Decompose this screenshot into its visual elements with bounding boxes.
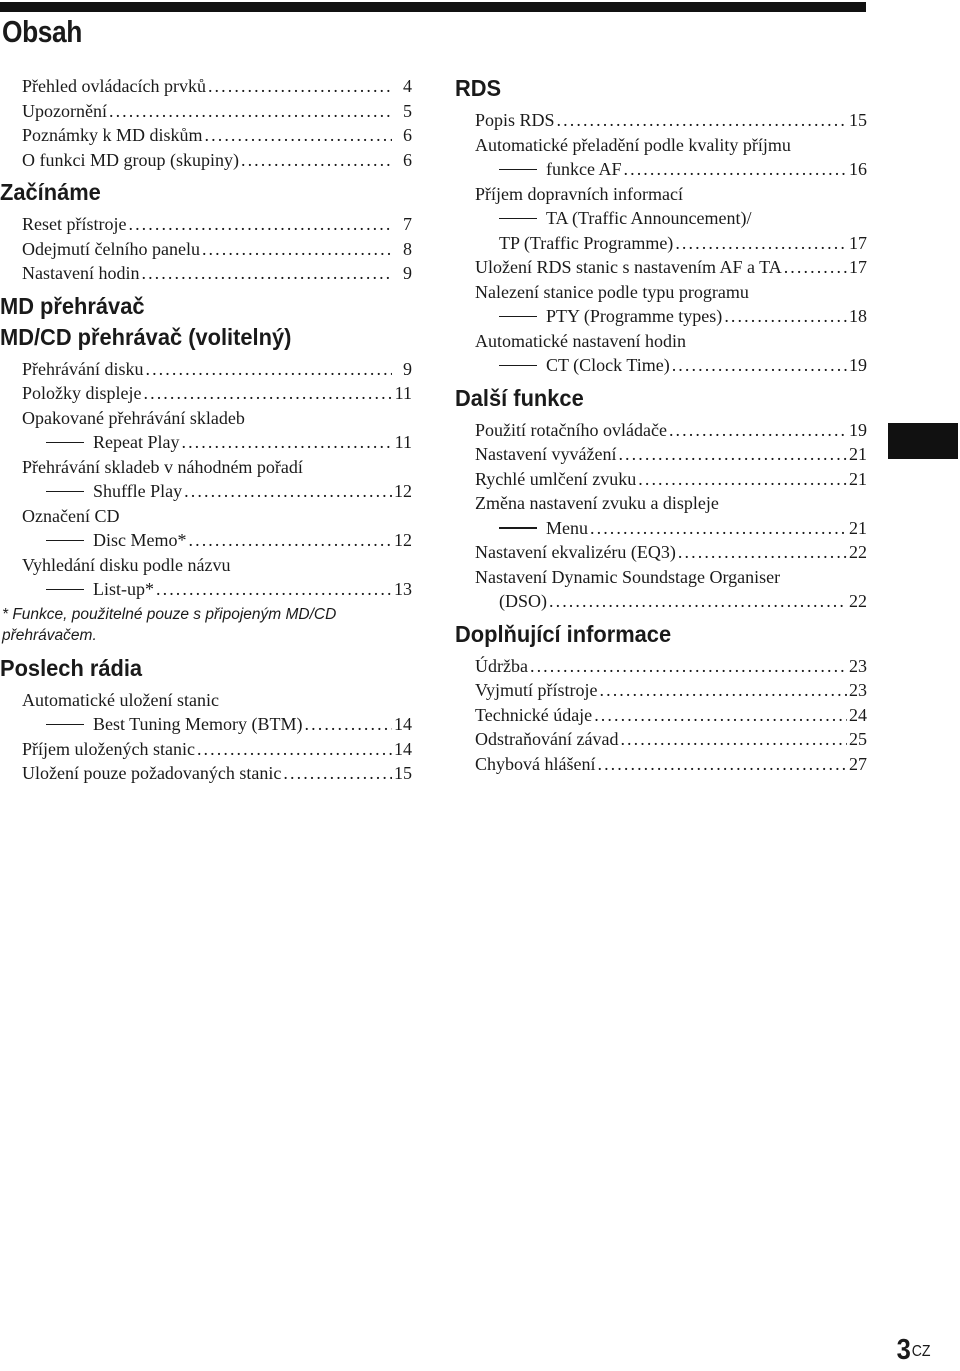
page-number-value: 3 (896, 1334, 911, 1366)
toc-entry-text: Nastavení Dynamic Soundstage Organiser (475, 566, 781, 587)
toc-entry-text: Vyjmutí přístroje (475, 680, 598, 700)
dot-leader (197, 737, 392, 762)
top-rule (0, 2, 866, 12)
toc-entry-text: Technické údaje (475, 704, 593, 725)
toc-page-number: 23 (849, 680, 867, 700)
toc-entry-text: Nastavení hodin (22, 263, 140, 283)
toc-page-number: 21 (849, 468, 867, 489)
toc-entry-text: Best Tuning Memory (BTM) (93, 714, 303, 734)
dot-leader (557, 108, 847, 133)
toc-entry[interactable] (455, 255, 867, 280)
dot-leader (530, 654, 847, 679)
toc-radio-list (0, 688, 412, 786)
toc-entry[interactable] (0, 761, 412, 786)
toc-entry-text: Automatické nastavení hodin (475, 330, 686, 351)
toc-entry[interactable] (0, 479, 412, 504)
toc-page-number: 19 (849, 419, 867, 440)
toc-page-number: 14 (394, 714, 412, 734)
dot-leader (624, 157, 848, 182)
toc-entry-text: Přehrávání skladeb v náhodném pořadí (22, 456, 303, 477)
toc-entry[interactable] (455, 467, 867, 492)
dot-leader (141, 261, 392, 286)
toc-entry-text: O funkci MD group (skupiny) (22, 149, 239, 170)
toc-page-number: 12 (394, 481, 412, 501)
dot-leader (672, 353, 847, 378)
dot-leader (594, 703, 847, 728)
dot-leader (205, 123, 392, 148)
dot-leader (675, 231, 847, 256)
toc-entry[interactable] (455, 418, 867, 443)
toc-page-number: 9 (403, 263, 412, 283)
toc-entry-text: Opakované přehrávání skladeb (22, 407, 245, 428)
toc-entry[interactable] (0, 528, 412, 553)
section-heading-md-cd-player: MD/CD přehrávač (volitelný) (0, 323, 292, 350)
toc-md-player-list (0, 357, 412, 602)
section-heading-rds: RDS (455, 75, 502, 101)
dot-leader (724, 304, 847, 329)
toc-entry-text: Automatické přeladění podle kvality příjmu (475, 134, 791, 155)
toc-entry-text: TP (Traffic Programme) (499, 232, 674, 253)
toc-entry-text: Nalezení stanice podle typu programu (475, 281, 749, 302)
toc-entry-text: Reset přístroje (22, 214, 127, 234)
toc-getting-started-list (0, 212, 412, 286)
dot-leader (549, 589, 847, 614)
section-heading-additional-info: Doplňující informace (455, 620, 672, 647)
dot-leader (305, 712, 392, 737)
toc-entry[interactable] (0, 261, 412, 286)
toc-entry-text: Nastavení ekvalizéru (EQ3) (475, 542, 676, 562)
toc-entry-text: (DSO) (499, 591, 547, 611)
toc-entry-label (0, 504, 412, 529)
toc-entry[interactable] (455, 727, 867, 752)
toc-entry-text: Změna nastavení zvuku a displeje (475, 493, 719, 513)
dot-leader (202, 237, 392, 262)
toc-page-number: 25 (849, 729, 867, 749)
toc-entry-label (0, 455, 412, 480)
toc-entry-label (455, 280, 867, 305)
dot-leader (189, 528, 393, 553)
dot-leader (784, 255, 847, 280)
toc-entry-text: Uložení pouze požadovaných stanic (22, 763, 282, 783)
toc-entry-label (455, 206, 867, 231)
toc-other-list (455, 418, 867, 614)
toc-intro-list (0, 74, 412, 172)
toc-page-number: 11 (394, 383, 412, 403)
toc-entry-label (0, 406, 412, 431)
toc-entry-label (0, 553, 412, 578)
footnote: * Funkce, použitelné pouze s připojeným MD/CD přehrávačem. (2, 605, 337, 644)
toc-entry-text: Přehled ovládacích prvků (22, 76, 206, 96)
toc-page-number: 22 (849, 542, 867, 562)
toc-page-number: 27 (849, 753, 867, 774)
toc-entry-text: Shuffle Play (93, 481, 183, 501)
toc-page-number: 24 (849, 704, 867, 725)
dot-leader (156, 577, 392, 602)
toc-entry-text: Popis RDS (475, 110, 555, 130)
toc-entry-text: Příjem uložených stanic (22, 738, 195, 759)
toc-entry-text: Příjem dopravních informací (475, 183, 683, 204)
toc-entry-text: Označení CD (22, 505, 120, 526)
toc-page-number: 22 (849, 591, 867, 611)
toc-entry[interactable] (455, 678, 867, 703)
toc-page-number: 6 (403, 149, 412, 170)
toc-entry-text: Automatické uložení stanic (22, 689, 219, 710)
toc-entry[interactable] (0, 712, 412, 737)
em-dash (46, 491, 84, 492)
toc-entry[interactable] (0, 237, 412, 262)
toc-entry-text: List-up* (93, 579, 154, 599)
dot-leader (241, 148, 392, 173)
dot-leader (590, 516, 847, 541)
toc-entry[interactable] (455, 231, 867, 256)
em-dash (46, 540, 84, 541)
em-dash (499, 316, 537, 317)
dot-leader (109, 99, 392, 124)
toc-entry-text: Poznámky k MD diskům (22, 125, 203, 145)
em-dash (499, 218, 537, 219)
toc-page-number: 15 (394, 763, 412, 783)
toc-entry[interactable] (0, 381, 412, 406)
toc-entry[interactable] (455, 516, 867, 541)
dot-leader (618, 442, 847, 467)
toc-entry[interactable] (455, 108, 867, 133)
toc-entry[interactable] (455, 304, 867, 329)
toc-page-number: 17 (849, 232, 867, 253)
toc-entry[interactable] (455, 353, 867, 378)
dot-leader (283, 761, 392, 786)
section-heading-radio: Poslech rádia (0, 654, 143, 681)
em-dash (499, 169, 537, 170)
toc-entry[interactable] (455, 157, 867, 182)
toc-entry-text: Chybová hlášení (475, 753, 596, 774)
toc-entry-text: Přehrávání disku (22, 358, 144, 379)
toc-page-number: 16 (849, 159, 867, 179)
dot-leader (128, 212, 392, 237)
dot-leader (184, 479, 392, 504)
toc-entry[interactable] (455, 654, 867, 679)
toc-entry-label (0, 688, 412, 713)
toc-entry[interactable] (0, 123, 412, 148)
toc-entry[interactable] (0, 430, 412, 455)
em-dash (46, 589, 84, 590)
toc-entry[interactable] (0, 577, 412, 602)
toc-page-number: 23 (849, 655, 867, 676)
section-heading-other-functions: Další funkce (455, 384, 584, 411)
dot-leader (144, 381, 393, 406)
toc-entry[interactable] (455, 442, 867, 467)
toc-entry-text: Repeat Play (93, 432, 180, 452)
chapter-thumb-tab (888, 423, 958, 459)
em-dash (499, 365, 537, 366)
toc-entry-text: Použití rotačního ovládače (475, 419, 667, 440)
toc-entry-label (455, 565, 867, 590)
toc-entry-text: Disc Memo* (93, 530, 187, 550)
toc-entry[interactable] (455, 540, 867, 565)
dot-leader (181, 430, 392, 455)
page-title: Obsah (2, 14, 82, 49)
toc-entry[interactable] (0, 99, 412, 124)
dot-leader (600, 678, 848, 703)
dot-leader (638, 467, 847, 492)
toc-extra-list (455, 654, 867, 777)
toc-entry-text: Upozornění (22, 100, 107, 121)
dot-leader (620, 727, 847, 752)
dot-leader (145, 357, 392, 382)
page-number (896, 1333, 930, 1367)
section-heading-md-player: MD přehrávač (0, 292, 145, 319)
dot-leader (678, 540, 847, 565)
toc-entry-text: Menu (546, 517, 588, 538)
toc-page-number: 11 (394, 432, 412, 452)
toc-entry-text: Nastavení vyvážení (475, 444, 617, 464)
em-dash (499, 527, 537, 528)
toc-page-number: 14 (394, 738, 412, 759)
toc-entry-text: Vyhledání disku podle názvu (22, 554, 231, 575)
toc-page-number: 4 (403, 76, 412, 96)
toc-page-number: 13 (394, 579, 412, 599)
toc-page-number: 9 (403, 358, 412, 379)
toc-page-number: 21 (849, 444, 867, 464)
toc-entry[interactable] (0, 212, 412, 237)
toc-column-left (0, 74, 412, 786)
toc-page-number: 12 (394, 530, 412, 550)
toc-page-number: 15 (849, 110, 867, 130)
toc-page-number: 7 (403, 214, 412, 234)
toc-entry[interactable] (455, 703, 867, 728)
toc-entry[interactable] (0, 357, 412, 382)
toc-page-number: 8 (403, 238, 412, 259)
toc-page-number: 21 (849, 517, 867, 538)
toc-entry-label (455, 133, 867, 158)
toc-entry[interactable] (455, 589, 867, 614)
toc-entry-text: Rychlé umlčení zvuku (475, 468, 637, 489)
toc-entry-text: CT (Clock Time) (546, 355, 670, 375)
toc-page-number: 5 (403, 100, 412, 121)
toc-entry-text: Uložení RDS stanic s nastavením AF a TA (475, 257, 782, 277)
toc-entry-text: Odstraňování závad (475, 729, 619, 749)
toc-entry-text: Údržba (475, 655, 528, 676)
dot-leader (208, 74, 392, 99)
toc-entry-text: Odejmutí čelního panelu (22, 238, 200, 259)
toc-column-right (455, 74, 867, 776)
toc-entry-text: PTY (Programme types) (546, 306, 723, 326)
toc-entry-text: funkce AF (546, 159, 622, 179)
dot-leader (669, 418, 847, 443)
toc-entry[interactable] (0, 74, 412, 99)
toc-page-number: 17 (849, 257, 867, 277)
toc-entry-label (455, 329, 867, 354)
toc-page-number: 6 (403, 125, 412, 145)
em-dash (46, 724, 84, 725)
toc-entry[interactable] (0, 737, 412, 762)
toc-page-number: 18 (849, 306, 867, 326)
section-heading-getting-started: Začínáme (0, 179, 101, 205)
toc-page-number: 19 (849, 355, 867, 375)
toc-rds-list (455, 108, 867, 378)
toc-entry[interactable] (0, 148, 412, 173)
toc-entry-text: Položky displeje (22, 383, 142, 403)
dot-leader (597, 752, 847, 777)
page-number-suffix: CZ (911, 1343, 930, 1360)
toc-entry[interactable] (455, 752, 867, 777)
toc-entry-text: TA (Traffic Announcement)/ (546, 208, 752, 228)
toc-entry-label (455, 182, 867, 207)
toc-entry-label (455, 491, 867, 516)
em-dash (46, 442, 84, 443)
